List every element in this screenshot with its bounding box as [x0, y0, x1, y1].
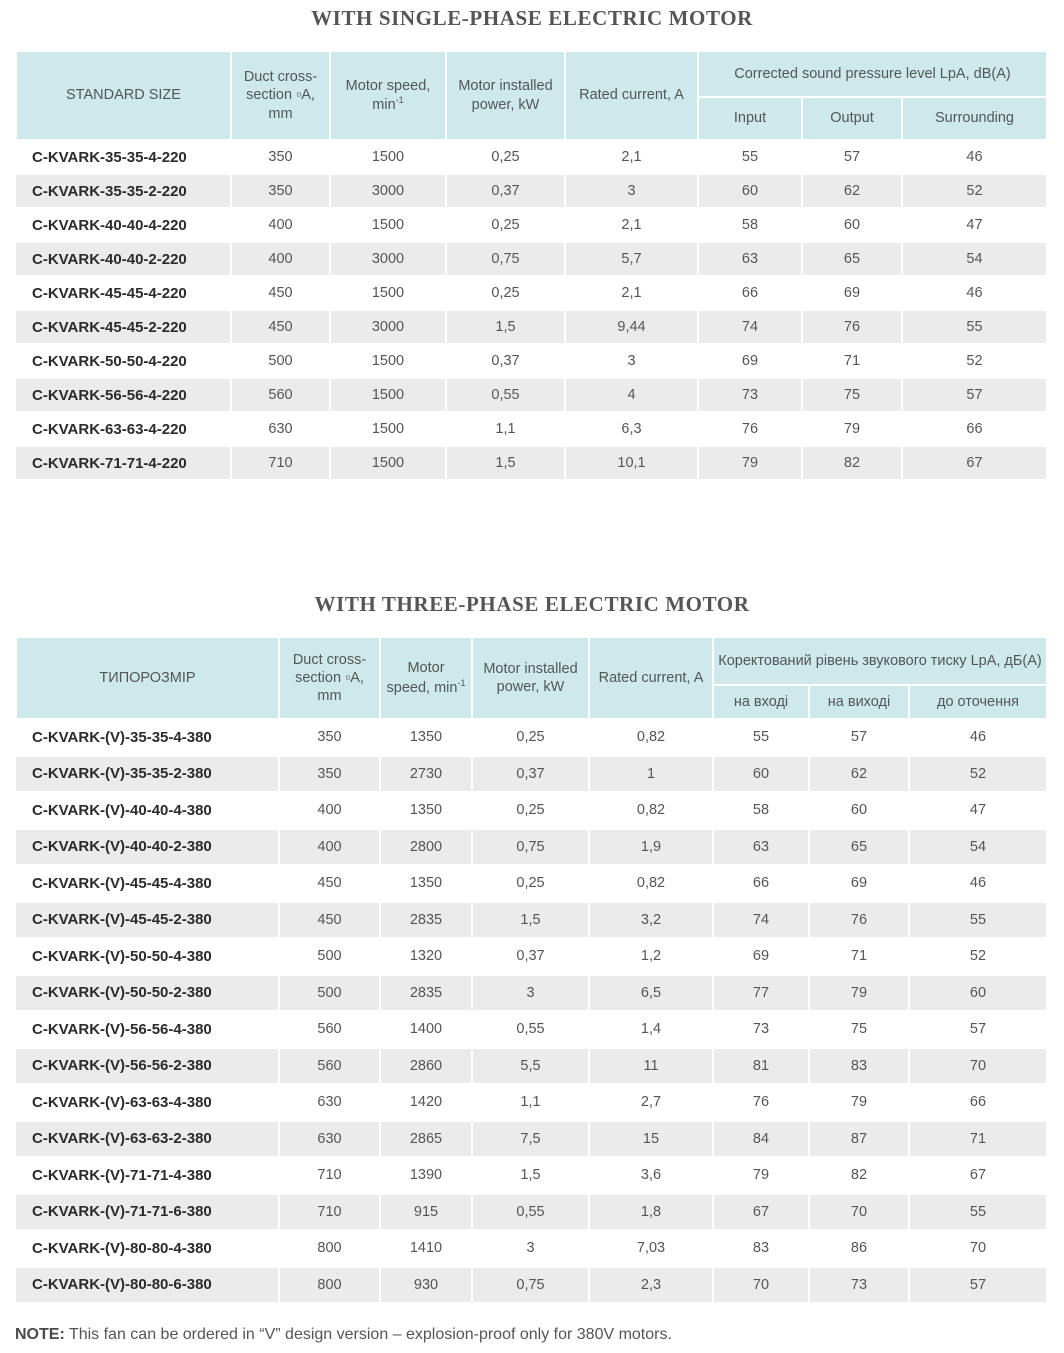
- col-sound-output: Output: [802, 97, 902, 140]
- motor-speed-cell: 1500: [330, 344, 446, 378]
- rated-current-cell: 1: [589, 756, 713, 793]
- sound-input-cell: 73: [698, 378, 802, 412]
- standard-size-cell: C-KVARK-71-71-4-220: [16, 446, 231, 480]
- standard-size-cell: C-KVARK-56-56-4-220: [16, 378, 231, 412]
- table-row: [16, 446, 1047, 480]
- standard-size-cell: C-KVARK-(V)-35-35-4-380: [16, 719, 279, 756]
- motor-speed-unit-exponent: -1: [457, 677, 466, 688]
- motor-power-cell: 0,75: [446, 242, 565, 276]
- sound-surrounding-cell: 57: [909, 1267, 1047, 1304]
- sound-output-cell: 57: [802, 140, 902, 174]
- table-row: [16, 1011, 1047, 1048]
- sound-surrounding-cell: 57: [909, 1011, 1047, 1048]
- standard-size-cell: C-KVARK-(V)-71-71-4-380: [16, 1157, 279, 1194]
- motor-speed-cell: 2800: [380, 829, 472, 866]
- sound-output-cell: 65: [802, 242, 902, 276]
- sound-output-cell: 73: [809, 1267, 909, 1304]
- table-row: [16, 276, 1047, 310]
- sound-input-cell: 58: [713, 792, 809, 829]
- sound-input-cell: 81: [713, 1048, 809, 1085]
- motor-power-cell: 3: [472, 1230, 589, 1267]
- sound-input-cell: 55: [698, 140, 802, 174]
- col-duct-section: Duct cross-section ▫A, mm: [279, 637, 380, 719]
- standard-size-cell: C-KVARK-(V)-80-80-6-380: [16, 1267, 279, 1304]
- sound-surrounding-cell: 46: [909, 719, 1047, 756]
- motor-power-cell: 0,25: [472, 865, 589, 902]
- single-phase-rows: [16, 140, 1047, 480]
- motor-power-cell: 1,5: [472, 1157, 589, 1194]
- motor-power-cell: 0,75: [472, 829, 589, 866]
- sound-surrounding-cell: 70: [909, 1230, 1047, 1267]
- duct-section-cell: 350: [231, 140, 330, 174]
- sound-output-cell: 60: [802, 208, 902, 242]
- motor-power-cell: 0,25: [446, 208, 565, 242]
- rated-current-cell: 10,1: [565, 446, 698, 480]
- standard-size-cell: C-KVARK-50-50-4-220: [16, 344, 231, 378]
- sound-output-cell: 82: [809, 1157, 909, 1194]
- sound-surrounding-cell: 46: [902, 140, 1047, 174]
- motor-power-cell: 1,1: [446, 412, 565, 446]
- rated-current-cell: 11: [589, 1048, 713, 1085]
- sound-surrounding-cell: 57: [902, 378, 1047, 412]
- col-motor-speed: [330, 51, 446, 140]
- table-row: [16, 975, 1047, 1012]
- col-motor-speed: [380, 637, 472, 719]
- rated-current-cell: 0,82: [589, 792, 713, 829]
- duct-section-cell: 710: [279, 1157, 380, 1194]
- duct-section-cell: 450: [231, 310, 330, 344]
- standard-size-cell: C-KVARK-(V)-63-63-2-380: [16, 1121, 279, 1158]
- sound-output-cell: 62: [809, 756, 909, 793]
- motor-power-cell: 5,5: [472, 1048, 589, 1085]
- footnote: [15, 1326, 672, 1344]
- duct-section-cell: 400: [231, 208, 330, 242]
- sound-surrounding-cell: 46: [902, 276, 1047, 310]
- motor-power-cell: 0,55: [446, 378, 565, 412]
- sound-input-cell: 63: [713, 829, 809, 866]
- rated-current-cell: 1,2: [589, 938, 713, 975]
- note-label: NOTE:: [15, 1326, 65, 1343]
- motor-speed-cell: 1500: [330, 446, 446, 480]
- sound-input-cell: 79: [713, 1157, 809, 1194]
- motor-power-cell: 0,37: [472, 938, 589, 975]
- motor-speed-cell: 3000: [330, 310, 446, 344]
- sound-output-cell: 65: [809, 829, 909, 866]
- standard-size-cell: C-KVARK-(V)-40-40-2-380: [16, 829, 279, 866]
- duct-section-cell: 710: [231, 446, 330, 480]
- motor-speed-cell: 1400: [380, 1011, 472, 1048]
- duct-section-cell: 800: [279, 1230, 380, 1267]
- col-rated-current: Rated current, A: [589, 637, 713, 719]
- standard-size-cell: C-KVARK-(V)-80-80-4-380: [16, 1230, 279, 1267]
- rated-current-cell: 1,8: [589, 1194, 713, 1231]
- duct-section-cell: 450: [279, 902, 380, 939]
- rated-current-cell: 2,1: [565, 276, 698, 310]
- motor-speed-cell: 1410: [380, 1230, 472, 1267]
- rated-current-cell: 0,82: [589, 719, 713, 756]
- motor-speed-cell: 930: [380, 1267, 472, 1304]
- sound-surrounding-cell: 55: [909, 1194, 1047, 1231]
- sound-input-cell: 67: [713, 1194, 809, 1231]
- sound-output-cell: 70: [809, 1194, 909, 1231]
- standard-size-cell: C-KVARK-(V)-56-56-2-380: [16, 1048, 279, 1085]
- rated-current-cell: 2,7: [589, 1084, 713, 1121]
- standard-size-cell: C-KVARK-35-35-4-220: [16, 140, 231, 174]
- sound-surrounding-cell: 52: [902, 344, 1047, 378]
- table-row: [16, 412, 1047, 446]
- standard-size-cell: C-KVARK-40-40-2-220: [16, 242, 231, 276]
- col-sound-input: на вході: [713, 685, 809, 719]
- motor-speed-cell: 915: [380, 1194, 472, 1231]
- sound-input-cell: 83: [713, 1230, 809, 1267]
- sound-input-cell: 69: [698, 344, 802, 378]
- motor-power-cell: 0,25: [472, 719, 589, 756]
- table-row: [16, 1267, 1047, 1304]
- sound-surrounding-cell: 67: [909, 1157, 1047, 1194]
- col-sound-surrounding: до оточення: [909, 685, 1047, 719]
- sound-surrounding-cell: 52: [902, 174, 1047, 208]
- sound-surrounding-cell: 47: [909, 792, 1047, 829]
- standard-size-cell: C-KVARK-(V)-63-63-4-380: [16, 1084, 279, 1121]
- sound-input-cell: 63: [698, 242, 802, 276]
- standard-size-cell: C-KVARK-(V)-35-35-2-380: [16, 756, 279, 793]
- sound-output-cell: 69: [809, 865, 909, 902]
- duct-section-cell: 560: [279, 1011, 380, 1048]
- motor-power-cell: 0,37: [446, 344, 565, 378]
- sound-surrounding-cell: 55: [909, 902, 1047, 939]
- three-phase-title: WITH THREE-PHASE ELECTRIC MOTOR: [314, 592, 750, 616]
- rated-current-cell: 3: [565, 174, 698, 208]
- duct-section-cell: 400: [231, 242, 330, 276]
- motor-power-cell: 0,25: [446, 140, 565, 174]
- table-row: [16, 829, 1047, 866]
- duct-section-cell: 560: [231, 378, 330, 412]
- rated-current-cell: 5,7: [565, 242, 698, 276]
- sound-output-cell: 76: [802, 310, 902, 344]
- sound-input-cell: 74: [698, 310, 802, 344]
- sound-input-cell: 74: [713, 902, 809, 939]
- motor-power-cell: 3: [472, 975, 589, 1012]
- duct-section-cell: 350: [279, 756, 380, 793]
- motor-power-cell: 0,25: [472, 792, 589, 829]
- rated-current-cell: 6,5: [589, 975, 713, 1012]
- table-row: [16, 719, 1047, 756]
- standard-size-cell: C-KVARK-35-35-2-220: [16, 174, 231, 208]
- table-row: [16, 938, 1047, 975]
- duct-section-cell: 500: [279, 938, 380, 975]
- sound-surrounding-cell: 70: [909, 1048, 1047, 1085]
- table-row: [16, 174, 1047, 208]
- motor-power-cell: 0,55: [472, 1194, 589, 1231]
- standard-size-cell: C-KVARK-45-45-2-220: [16, 310, 231, 344]
- standard-size-cell: C-KVARK-(V)-71-71-6-380: [16, 1194, 279, 1231]
- motor-power-cell: 0,25: [446, 276, 565, 310]
- three-phase-table: [15, 636, 1048, 1304]
- motor-speed-cell: 1500: [330, 378, 446, 412]
- three-phase-rows: [16, 719, 1047, 1303]
- rated-current-cell: 3: [565, 344, 698, 378]
- duct-section-cell: 710: [279, 1194, 380, 1231]
- sound-output-cell: 76: [809, 902, 909, 939]
- duct-section-cell: 350: [231, 174, 330, 208]
- table-row: [16, 1121, 1047, 1158]
- motor-speed-cell: 1390: [380, 1157, 472, 1194]
- sound-input-cell: 76: [713, 1084, 809, 1121]
- motor-speed-cell: 2835: [380, 975, 472, 1012]
- col-sound-output: на виході: [809, 685, 909, 719]
- duct-section-cell: 450: [279, 865, 380, 902]
- sound-surrounding-cell: 66: [909, 1084, 1047, 1121]
- sound-output-cell: 86: [809, 1230, 909, 1267]
- rated-current-cell: 7,03: [589, 1230, 713, 1267]
- motor-speed-unit-exponent: -1: [395, 95, 404, 106]
- table-row: [16, 310, 1047, 344]
- table-row: [16, 208, 1047, 242]
- table-row: [16, 242, 1047, 276]
- rated-current-cell: 2,1: [565, 208, 698, 242]
- sound-surrounding-cell: 55: [902, 310, 1047, 344]
- table-row: [16, 1084, 1047, 1121]
- motor-speed-label: Motor speed, min: [386, 660, 458, 696]
- sound-output-cell: 69: [802, 276, 902, 310]
- sound-input-cell: 70: [713, 1267, 809, 1304]
- sound-output-cell: 79: [809, 1084, 909, 1121]
- sound-output-cell: 79: [809, 975, 909, 1012]
- duct-section-cell: 400: [279, 829, 380, 866]
- standard-size-cell: C-KVARK-40-40-4-220: [16, 208, 231, 242]
- motor-power-cell: 1,5: [472, 902, 589, 939]
- motor-speed-cell: 1350: [380, 792, 472, 829]
- rated-current-cell: 4: [565, 378, 698, 412]
- sound-surrounding-cell: 47: [902, 208, 1047, 242]
- rated-current-cell: 6,3: [565, 412, 698, 446]
- rated-current-cell: 0,82: [589, 865, 713, 902]
- table-row: [16, 1157, 1047, 1194]
- motor-speed-cell: 1500: [330, 140, 446, 174]
- table-row: [16, 1048, 1047, 1085]
- sound-input-cell: 66: [698, 276, 802, 310]
- sound-surrounding-cell: 54: [909, 829, 1047, 866]
- duct-section-cell: 630: [231, 412, 330, 446]
- motor-speed-cell: 2730: [380, 756, 472, 793]
- rated-current-cell: 3,6: [589, 1157, 713, 1194]
- motor-power-cell: 0,55: [472, 1011, 589, 1048]
- sound-output-cell: 79: [802, 412, 902, 446]
- col-motor-power: Motor installed power, kW: [472, 637, 589, 719]
- sound-input-cell: 69: [713, 938, 809, 975]
- table-row: [16, 378, 1047, 412]
- motor-power-cell: 0,37: [472, 756, 589, 793]
- table-row: [16, 865, 1047, 902]
- motor-speed-label: Motor speed, min: [345, 77, 431, 113]
- sound-surrounding-cell: 52: [909, 938, 1047, 975]
- sound-input-cell: 79: [698, 446, 802, 480]
- rated-current-cell: 2,1: [565, 140, 698, 174]
- duct-section-cell: 350: [279, 719, 380, 756]
- sound-output-cell: 60: [809, 792, 909, 829]
- sound-input-cell: 73: [713, 1011, 809, 1048]
- table-row: [16, 344, 1047, 378]
- sound-input-cell: 60: [713, 756, 809, 793]
- rated-current-cell: 15: [589, 1121, 713, 1158]
- sound-output-cell: 75: [802, 378, 902, 412]
- sound-input-cell: 58: [698, 208, 802, 242]
- rated-current-cell: 2,3: [589, 1267, 713, 1304]
- motor-power-cell: 1,1: [472, 1084, 589, 1121]
- motor-speed-cell: 2865: [380, 1121, 472, 1158]
- motor-power-cell: 0,75: [472, 1267, 589, 1304]
- sound-output-cell: 71: [809, 938, 909, 975]
- standard-size-cell: C-KVARK-(V)-45-45-4-380: [16, 865, 279, 902]
- motor-power-cell: 1,5: [446, 310, 565, 344]
- duct-section-cell: 560: [279, 1048, 380, 1085]
- sound-output-cell: 83: [809, 1048, 909, 1085]
- sound-surrounding-cell: 52: [909, 756, 1047, 793]
- standard-size-cell: C-KVARK-(V)-40-40-4-380: [16, 792, 279, 829]
- col-sound-input: Input: [698, 97, 802, 140]
- col-standard-size: STANDARD SIZE: [16, 51, 231, 140]
- sound-input-cell: 76: [698, 412, 802, 446]
- sound-output-cell: 87: [809, 1121, 909, 1158]
- sound-surrounding-cell: 46: [909, 865, 1047, 902]
- note-text: This fan can be ordered in “V” design version – explosion-proof only for 380V motors.: [64, 1326, 672, 1343]
- duct-section-cell: 450: [231, 276, 330, 310]
- duct-section-cell: 630: [279, 1084, 380, 1121]
- sound-input-cell: 77: [713, 975, 809, 1012]
- motor-speed-cell: 1350: [380, 719, 472, 756]
- sound-surrounding-cell: 60: [909, 975, 1047, 1012]
- sound-output-cell: 75: [809, 1011, 909, 1048]
- standard-size-cell: C-KVARK-(V)-50-50-2-380: [16, 975, 279, 1012]
- motor-speed-cell: 2835: [380, 902, 472, 939]
- sound-output-cell: 62: [802, 174, 902, 208]
- rated-current-cell: 1,9: [589, 829, 713, 866]
- table-row: [16, 792, 1047, 829]
- single-phase-table: [15, 50, 1048, 481]
- table-row: [16, 1230, 1047, 1267]
- table-row: [16, 1194, 1047, 1231]
- sound-surrounding-cell: 67: [902, 446, 1047, 480]
- duct-section-cell: 500: [279, 975, 380, 1012]
- sound-input-cell: 84: [713, 1121, 809, 1158]
- motor-speed-cell: 1500: [330, 412, 446, 446]
- col-standard-size: ТИПОРОЗМІР: [16, 637, 279, 719]
- sound-input-cell: 66: [713, 865, 809, 902]
- standard-size-cell: C-KVARK-(V)-50-50-4-380: [16, 938, 279, 975]
- sound-output-cell: 82: [802, 446, 902, 480]
- col-rated-current: Rated current, A: [565, 51, 698, 140]
- sound-output-cell: 71: [802, 344, 902, 378]
- col-duct-section: Duct cross-section ▫A, mm: [231, 51, 330, 140]
- standard-size-cell: C-KVARK-(V)-56-56-4-380: [16, 1011, 279, 1048]
- col-motor-power: Motor installed power, kW: [446, 51, 565, 140]
- sound-input-cell: 60: [698, 174, 802, 208]
- motor-speed-cell: 1500: [330, 276, 446, 310]
- sound-surrounding-cell: 54: [902, 242, 1047, 276]
- duct-section-cell: 500: [231, 344, 330, 378]
- motor-speed-cell: 3000: [330, 174, 446, 208]
- standard-size-cell: C-KVARK-(V)-45-45-2-380: [16, 902, 279, 939]
- sound-input-cell: 55: [713, 719, 809, 756]
- col-group-sound-level: Коректований рівень звукового тиску LpA, дБ(А): [713, 637, 1047, 685]
- table-row: [16, 902, 1047, 939]
- motor-power-cell: 1,5: [446, 446, 565, 480]
- motor-speed-cell: 1350: [380, 865, 472, 902]
- motor-power-cell: 0,37: [446, 174, 565, 208]
- sound-surrounding-cell: 66: [902, 412, 1047, 446]
- col-sound-surrounding: Surrounding: [902, 97, 1047, 140]
- standard-size-cell: C-KVARK-45-45-4-220: [16, 276, 231, 310]
- motor-speed-cell: 1500: [330, 208, 446, 242]
- standard-size-cell: C-KVARK-63-63-4-220: [16, 412, 231, 446]
- motor-power-cell: 7,5: [472, 1121, 589, 1158]
- table-row: [16, 140, 1047, 174]
- motor-speed-cell: 1320: [380, 938, 472, 975]
- rated-current-cell: 9,44: [565, 310, 698, 344]
- duct-section-cell: 630: [279, 1121, 380, 1158]
- single-phase-title: WITH SINGLE-PHASE ELECTRIC MOTOR: [311, 6, 753, 30]
- sound-output-cell: 57: [809, 719, 909, 756]
- rated-current-cell: 1,4: [589, 1011, 713, 1048]
- table-row: [16, 756, 1047, 793]
- rated-current-cell: 3,2: [589, 902, 713, 939]
- motor-speed-cell: 2860: [380, 1048, 472, 1085]
- col-group-sound-level: Corrected sound pressure level LpA, dB(A): [698, 51, 1047, 97]
- duct-section-cell: 800: [279, 1267, 380, 1304]
- duct-section-cell: 400: [279, 792, 380, 829]
- motor-speed-cell: 1420: [380, 1084, 472, 1121]
- motor-speed-cell: 3000: [330, 242, 446, 276]
- sound-surrounding-cell: 71: [909, 1121, 1047, 1158]
